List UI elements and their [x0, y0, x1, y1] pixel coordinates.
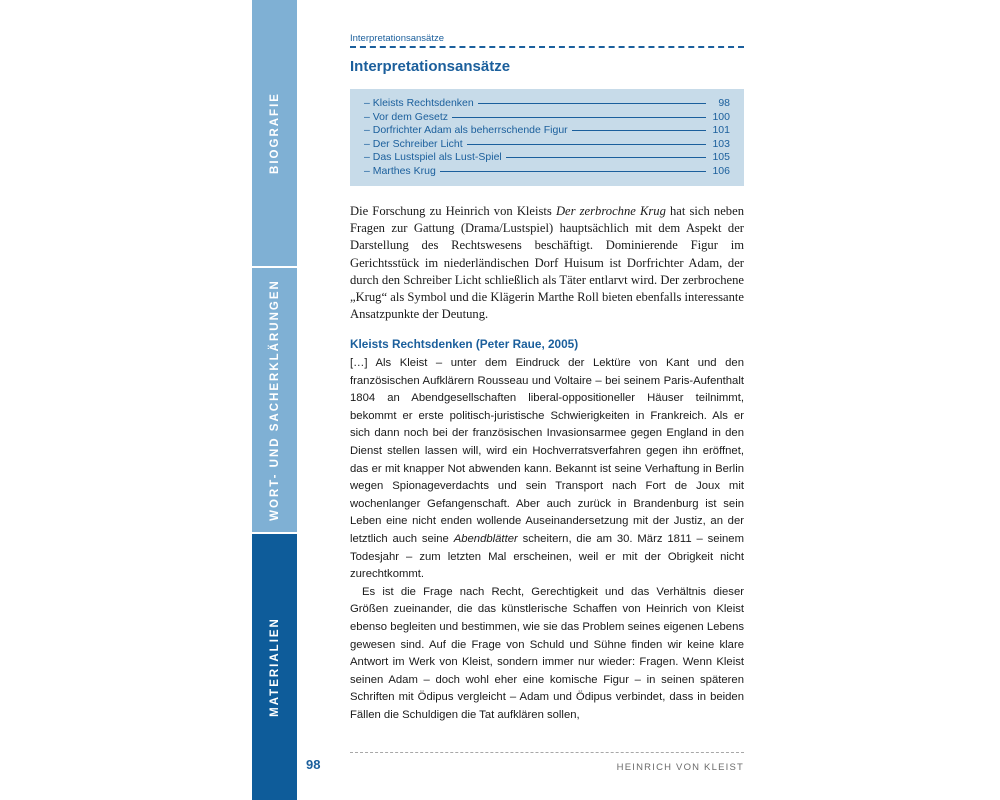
- toc-entry-page: 106: [712, 164, 730, 177]
- excerpt-italic-title: Abendblätter: [453, 532, 518, 545]
- chapter-sidebar: [252, 0, 297, 800]
- toc-entry-label: – Kleists Rechtsdenken: [364, 97, 474, 109]
- toc-entry-label: – Der Schreiber Licht: [364, 137, 463, 150]
- toc-entry-page: 101: [712, 124, 730, 136]
- toc-leader: [452, 117, 706, 118]
- intro-paragraph: [350, 203, 744, 323]
- section-title: Interpretationsansätze: [350, 58, 511, 75]
- excerpt-text: […] Als Kleist – unter dem Eindruck der Lektüre von Kant und den französischen Aufklärern Rousseau und Voltaire – bei seinem Paris-Aufenthalt 1804 an Abendgesellschaften liberal-oppositioneller Häuser teilnimmt, bekommt er erste politisch-juristische Schwierigkeiten in Frankreich. Als er sich dann noch bei der französischen Invasionsarmee gegen England in den Dienst stellen lassen will, wird ein Hochverratsverfahren gegen ihn eröffnet, das er mit knapper Not abwenden kann. Bekannt ist seine Verhaftung in Berlin wegen Spionageverdachts und sein Transport nach Fort de Joux mit wochenlanger Gefangenschaft. Aber auch zurück in Brandenburg ist sein Leben eine nicht enden wollende Auseinandersetzung mit der Justiz, an der letztlich auch seine: [350, 357, 744, 545]
- toc-entry[interactable]: [364, 124, 730, 138]
- toc-leader: [478, 103, 706, 104]
- tab-biografie-label: BIOGRAFIE: [268, 92, 281, 174]
- excerpt-body: [350, 355, 744, 724]
- excerpt-heading: Kleists Rechtsdenken (Peter Raue, 2005): [350, 337, 579, 351]
- footer-book-title: HEINRICH VON KLEIST: [616, 762, 744, 773]
- toc-entry-label: – Marthes Krug: [364, 164, 436, 177]
- page-number: 98: [306, 757, 321, 772]
- toc-entry[interactable]: [364, 165, 730, 179]
- toc-leader: [440, 171, 706, 172]
- toc-leader: [467, 144, 706, 145]
- toc-entry-page: 105: [712, 151, 730, 163]
- toc-entry[interactable]: [364, 111, 730, 125]
- toc-entry-page: 100: [712, 110, 730, 123]
- excerpt-paragraph: [350, 355, 744, 584]
- toc-leader: [572, 130, 706, 131]
- tab-wort-label: WORT- UND SACHERKLÄRUNGEN: [268, 279, 281, 521]
- tab-materialien-label: MATERIALIEN: [268, 617, 281, 717]
- toc-entry-label: – Dorfrichter Adam als beherrschende Figur: [364, 124, 568, 136]
- intro-text-start: Die Forschung zu Heinrich von Kleists: [350, 204, 556, 218]
- work-title: Der zerbrochne Krug: [555, 204, 666, 218]
- toc-entry[interactable]: [364, 151, 730, 165]
- tab-materialien[interactable]: [252, 534, 297, 800]
- intro-text-end: hat sich neben Fragen zur Gattung (Drama/Lustspiel) hauptsächlich mit dem Aspekt der Darstellung des Rechtswesens beschäftigt. Dominierende Figur im Gerichtsstück im niederländischen Dorf Huisum ist Dorfrichter Adam, der durch den Schreiber Licht schließlich als Täter entlarvt wird. Der zerbrochene „Krug“ als Symbol und die Klägerin Marthe Roll bieten ebenfalls interessante Ansatzpunkte der Deutung.: [350, 204, 744, 322]
- toc-box: [350, 89, 744, 186]
- footer-divider: [350, 752, 744, 753]
- toc-entry-label: – Das Lustspiel als Lust-Spiel: [364, 151, 502, 163]
- toc-entry[interactable]: [364, 138, 730, 152]
- tab-biografie[interactable]: [252, 0, 297, 268]
- tab-wort-und-sacherklaerungen[interactable]: [252, 268, 297, 534]
- header-divider: [350, 46, 744, 48]
- toc-entry-page: 103: [712, 137, 730, 150]
- toc-entry[interactable]: [364, 97, 730, 111]
- toc-entry-label: – Vor dem Gesetz: [364, 110, 449, 123]
- excerpt-paragraph: Es ist die Frage nach Recht, Gerechtigkeit und das Verhältnis dieser Größen zueinander, die das künstlerische Schaffen von Heinrich von Kleist ebenso begleiten und bestimmen, wie sie das Problem seines eigenen Lebens gewesen sind. Auf die Frage von Schuld und Sühne finden wir keine klare Antwort im Werk von Kleist, sondern immer nur wieder: Fragen. Wenn Kleist seinen Adam – doch wohl eher eine komische Figur – in seinen späteren Schriften mit Ödipus vergleicht – Adam und Ödipus verbindet, dass in beiden Fällen die Schuldigen die Tat aufklären sollen,: [350, 585, 744, 721]
- toc-leader: [506, 157, 706, 158]
- toc-entry-page: 98: [718, 97, 730, 109]
- running-head: Interpretationsansätze: [350, 33, 445, 44]
- excerpt-text: scheitern, die am 30. März 1811 – seinem Todesjahr – zum letzten Mal erscheinen, weil er mit der Obrigkeit nicht zurechtkommt.: [350, 532, 745, 581]
